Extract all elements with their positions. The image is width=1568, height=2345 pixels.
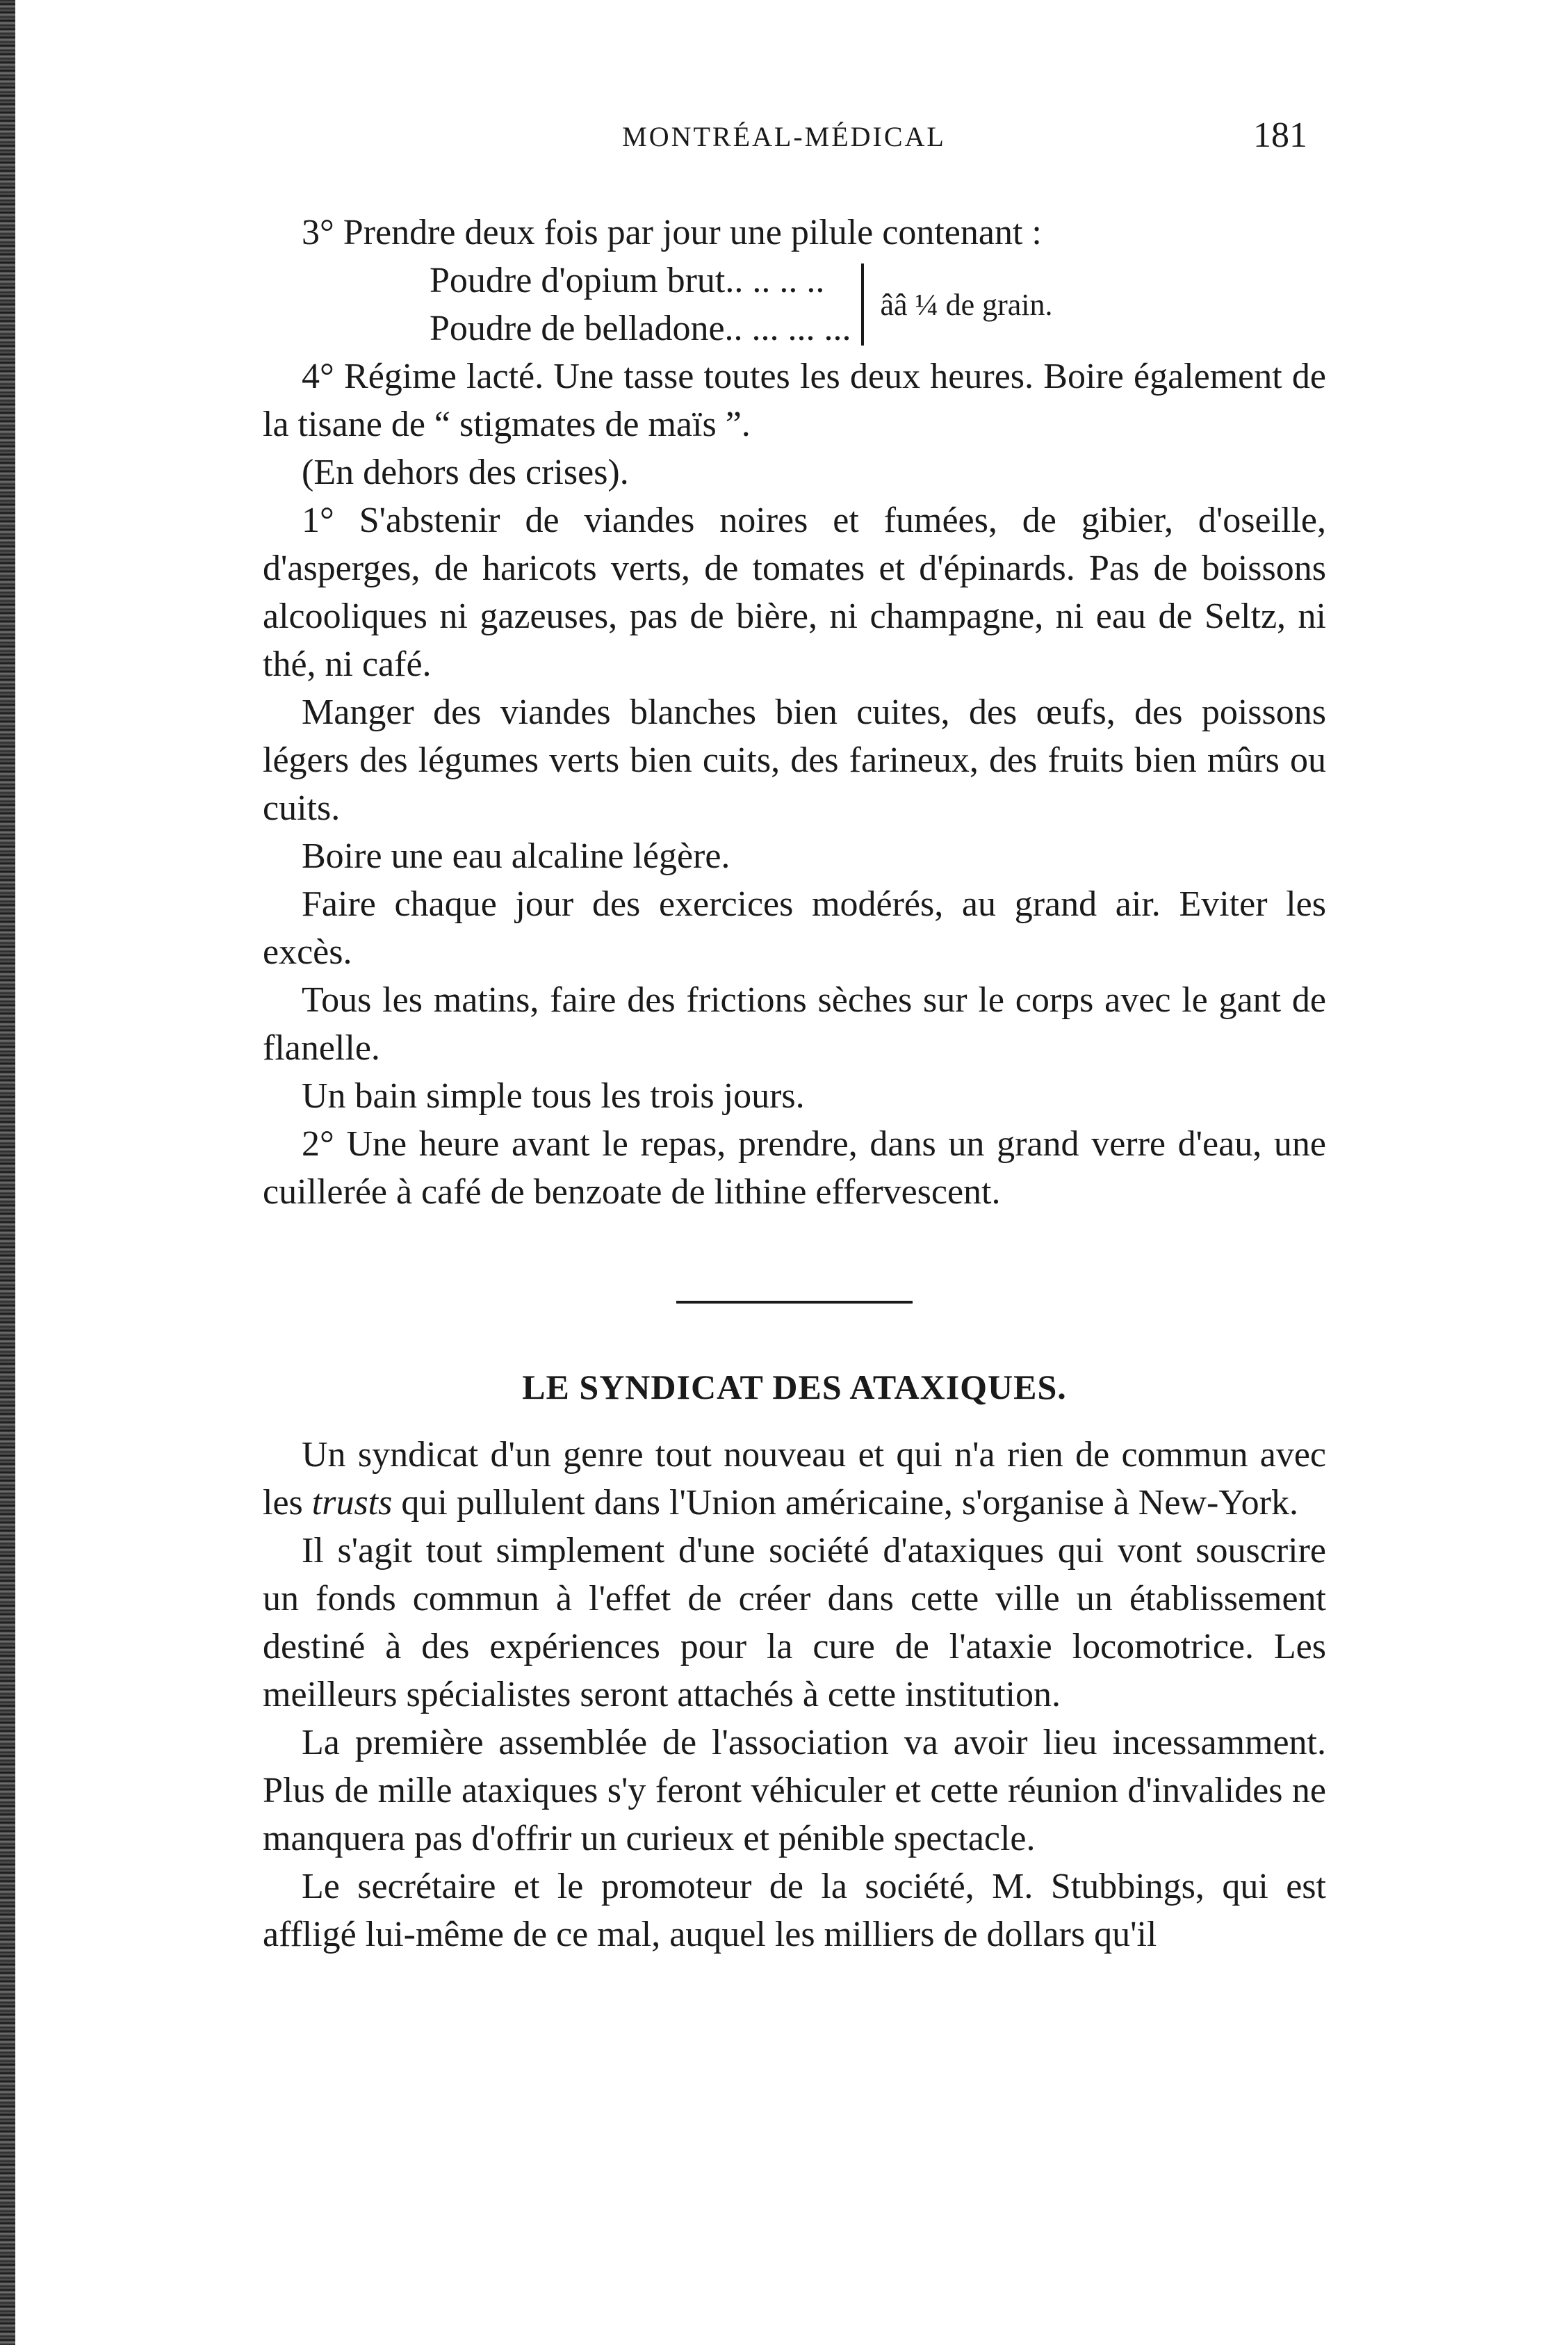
article-paragraph-3: La première assemblée de l'association va avoir lieu incessamment. Plus de mille ataxiques s'y feront véhiculer et cette réunion d'invalides ne manquera pas d'offrir un curieux et pénible spectacle. [263,1723,1326,1858]
formula-dose: ââ ¼ de grain. [880,287,1053,322]
page-header [0,115,1568,170]
article-p1-end: qui pullulent dans l'Union américaine, s'organise à New-York. [392,1483,1298,1523]
formula-line-belladonna: Poudre de belladone.. ... ... ... [430,309,851,348]
opium-belladonna-formula [430,257,1326,352]
formula-line-opium: Poudre d'opium brut.. .. .. .. [430,261,825,300]
section-divider [676,1301,913,1304]
prescription-item-4: 4° Régime lacté. Une tasse toutes les deux heures. Boire également de la tisane de “ stigmates de maïs ”. [263,357,1326,444]
between-crises-heading: (En dehors des crises). [302,453,629,492]
article-paragraph-2: Il s'agit tout simplement d'une société d'ataxiques qui vont souscrire un fonds commun à l'effet de créer dans cette ville un établissement destiné à des expériences pour la cure de l'ataxie locomotrice. Les meilleurs spécialistes seront attachés à cette institution. [263,1531,1326,1714]
diet-eat-paragraph: Manger des viandes blanches bien cuites, des œufs, des poissons légers des légumes verts bien cuits, des farineux, des fruits bien mûrs ou cuits. [263,692,1326,828]
formula-ingredients [430,257,851,352]
alkaline-water-paragraph: Boire une eau alcaline légère. [302,836,730,876]
article-p1-emphasis: trusts [311,1483,393,1523]
diet-rule-1: 1° S'abstenir de viandes noires et fumées, de gibier, d'oseille, d'asperges, de haricots verts, de tomates et d'épinards. Pas de boissons alcooliques ni gazeuses, pas de bière, ni champagne, ni eau de Seltz, ni thé, ni café. [263,501,1326,684]
running-title: MONTRÉAL-MÉDICAL [622,121,946,152]
diet-rule-2: 2° Une heure avant le repas, prendre, dans un grand verre d'eau, une cuillerée à café de benzoate de lithine effervescent. [263,1124,1326,1212]
article-title: LE SYNDICAT DES ATAXIQUES. [522,1368,1067,1406]
article-paragraph-1 [263,1431,1326,1527]
article-p1-start: Un syndicat d'un genre tout nouveau et qui n'a rien de commun avec les [263,1435,1326,1523]
page-binding-edge [0,0,15,2345]
bath-paragraph: Un bain simple tous les trois jours. [302,1076,805,1116]
page-body [263,209,1326,1958]
page-number: 181 [1253,115,1307,155]
prescription-item-3: 3° Prendre deux fois par jour une pilule contenant : [302,213,1042,252]
article-paragraph-4: Le secrétaire et le promoteur de la société, M. Stubbings, qui est affligé lui-même de ce mal, auquel les milliers de dollars qu'il [263,1867,1326,1954]
formula-brace [861,263,864,346]
frictions-paragraph: Tous les matins, faire des frictions sèches sur le corps avec le gant de flanelle. [263,980,1326,1068]
exercise-paragraph: Faire chaque jour des exercices modérés, au grand air. Eviter les excès. [263,884,1326,972]
